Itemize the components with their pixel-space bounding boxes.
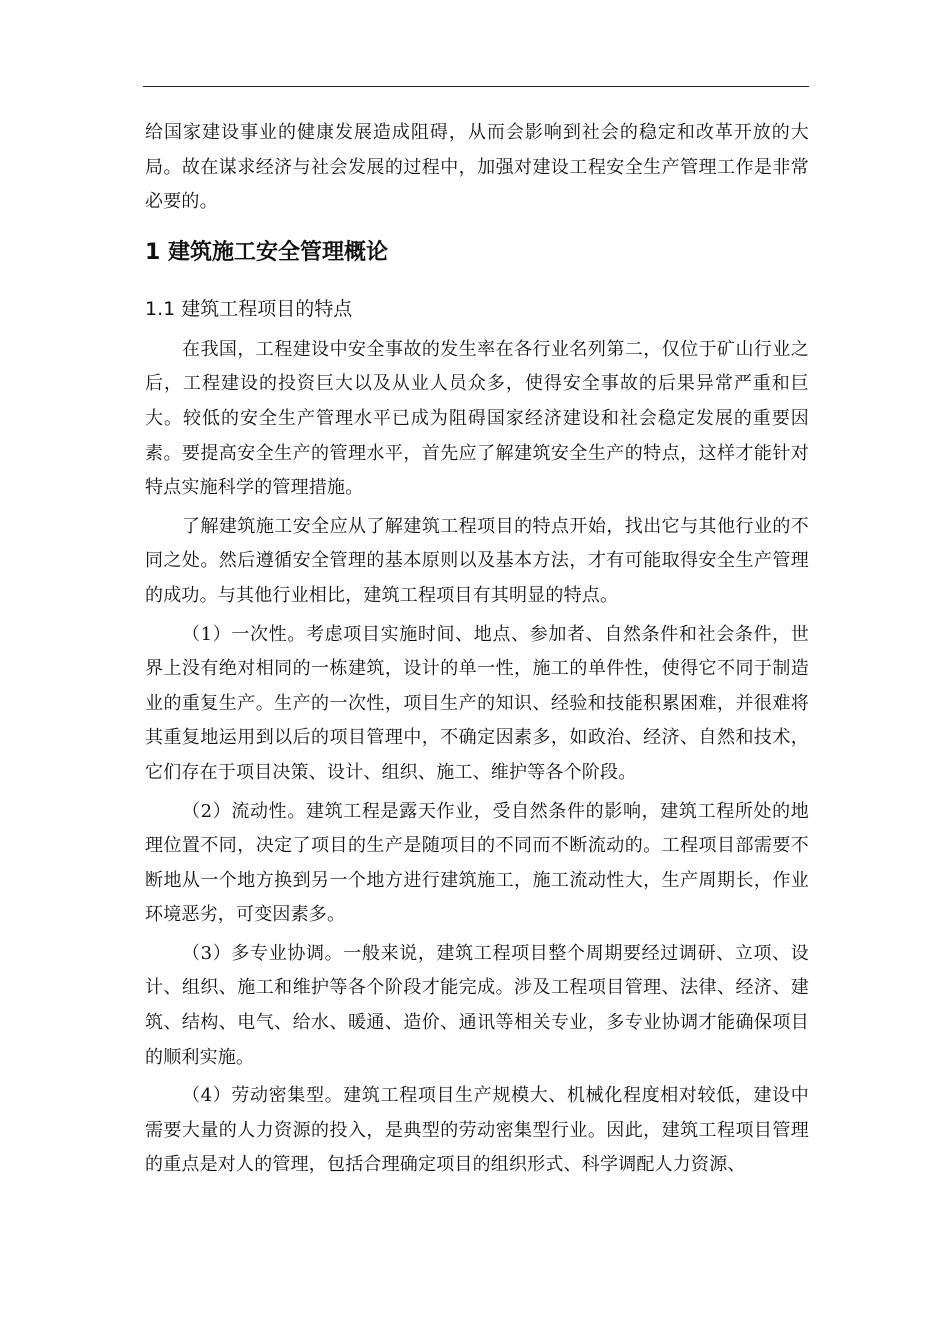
paragraph-project-characteristics: 了解建筑施工安全应从了解建筑工程项目的特点开始，找出它与其他行业的不同之处。然后遵循安全管理的基本原则以及基本方法，才有可能取得安全生产管理的成功。与其他行业相比，建筑工程项目有其明显的特点。 [145,515,809,606]
header-rule [143,86,809,87]
paragraph-multi-discipline: （3）多专业协调。一般来说，建筑工程项目整个周期要经过调研、立项、设计、组织、施工和维护等各个阶段才能完成。涉及工程项目管理、法律、经济、建筑、结构、电气、给水、暖通、造价、通讯等相关专业，多专业协调才能确保项目的顺利实施。 [145,942,809,1068]
section-heading: 1.1 建筑工程项目的特点 [145,297,353,320]
intro-paragraph: 给国家建设事业的健康发展造成阻碍，从而会影响到社会的稳定和改革开放的大局。故在谋求经济与社会发展的过程中，加强对建设工程安全生产管理工作是非常必要的。 [145,122,809,213]
paragraph-mobility: （2）流动性。建筑工程是露天作业，受自然条件的影响，建筑工程所处的地理位置不同，决定了项目的生产是随项目的不同而不断流动的。工程项目部需要不断地从一个地方换到另一个地方进行建筑施工，施工流动性大，生产周期长，作业环境恶劣，可变因素多。 [145,800,809,926]
paragraph-safety-accidents: 在我国，工程建设中安全事故的发生率在各行业名列第二，仅位于矿山行业之后，工程建设的投资巨大以及从业人员众多，使得安全事故的后果异常严重和巨大。较低的安全生产管理水平已成为阻碍国家经济建设和社会稳定发展的重要因素。要提高安全生产的管理水平，首先应了解建筑安全生产的特点，这样才能针对特点实施科学的管理措施。 [145,338,809,499]
paragraph-one-off: （1）一次性。考虑项目实施时间、地点、参加者、自然条件和社会条件，世界上没有绝对相同的一栋建筑，设计的单一性，施工的单件性，使得它不同于制造业的重复生产。生产的一次性，项目生产的知识、经验和技能积累困难，并很难将其重复地运用到以后的项目管理中，不确定因素多，如政治、经济、自然和技术，它们存在于项目决策、设计、组织、施工、维护等各个阶段。 [145,623,809,783]
paragraph-labor-intensive: （4）劳动密集型。建筑工程项目生产规模大、机械化程度相对较低，建设中需要大量的人力资源的投入，是典型的劳动密集型行业。因此，建筑工程项目管理的重点是对人的管理，包括合理确定项目的组织形式、科学调配人力资源、 [145,1085,809,1176]
document-body [145,116,809,1183]
chapter-heading: 1 建筑施工安全管理概论 [145,239,388,265]
